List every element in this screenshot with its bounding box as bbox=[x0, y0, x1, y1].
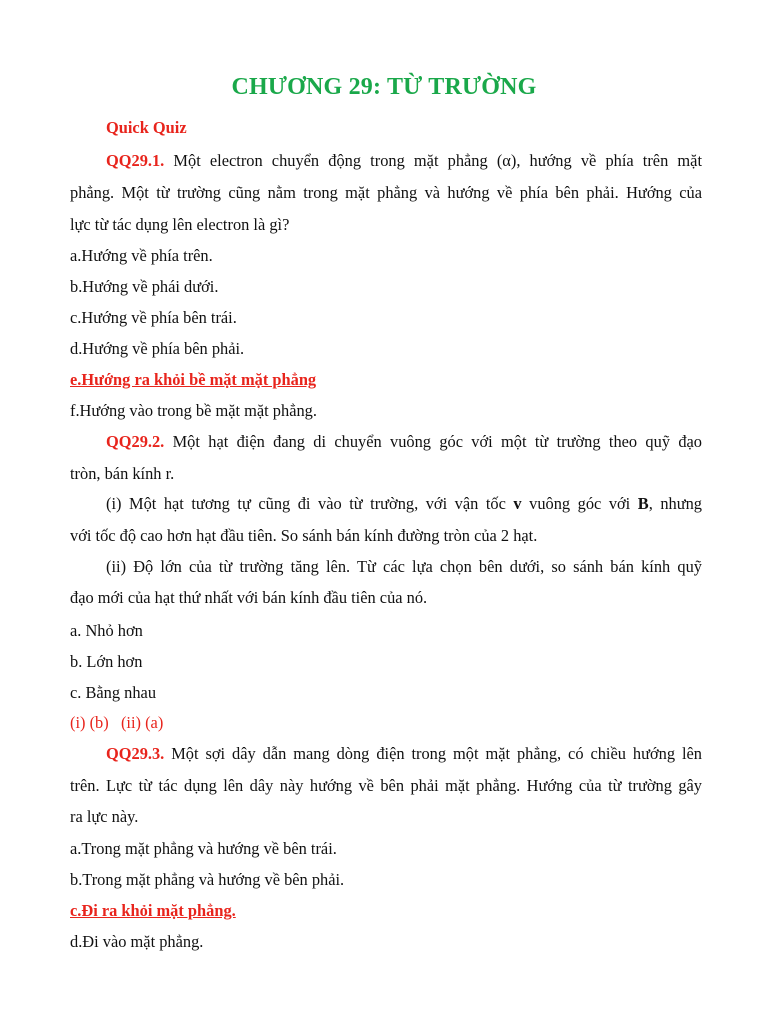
q2-ii-line-1: (ii) Độ lớn của từ trường tăng lên. Từ các lựa chọn bên dưới, so sánh bán kính quỹ bbox=[106, 557, 702, 576]
q1-option-c: c.Hướng về phía bên trái. bbox=[70, 308, 237, 327]
section-heading: Quick Quiz bbox=[106, 118, 187, 137]
q2-line-2: tròn, bán kính r. bbox=[70, 464, 175, 483]
q1-option-d: d.Hướng về phía bên phải. bbox=[70, 339, 245, 358]
q2-i-text-c: , nhưng bbox=[648, 494, 702, 513]
q1-line-3: lực từ tác dụng lên electron là gì? bbox=[70, 215, 290, 234]
q3-option-c-answer: c.Đi ra khỏi mặt phẳng. bbox=[70, 901, 236, 920]
q3-text-1: Một sợi dây dẫn mang dòng điện trong một mặt phẳng, có chiều hướng lên bbox=[171, 744, 702, 763]
q2-i-line-2: với tốc độ cao hơn hạt đầu tiên. So sánh bán kính đường tròn của 2 hạt. bbox=[70, 526, 538, 545]
q1-option-e-answer: e.Hướng ra khỏi bề mặt mặt phẳng bbox=[70, 370, 317, 389]
q1-line-1 bbox=[106, 151, 702, 171]
q3-option-d: d.Đi vào mặt phẳng. bbox=[70, 932, 204, 951]
q2-ii-line-2: đạo mới của hạt thứ nhất với bán kính đầu tiên của nó. bbox=[70, 588, 428, 607]
q2-label: QQ29.2. bbox=[106, 432, 165, 451]
velocity-symbol: v bbox=[513, 494, 522, 513]
q2-option-a: a. Nhỏ hơn bbox=[70, 621, 143, 640]
q3-option-a: a.Trong mặt phẳng và hướng về bên trái. bbox=[70, 839, 337, 858]
q3-line-1 bbox=[106, 744, 702, 764]
q2-i-line-1 bbox=[106, 494, 702, 514]
q1-label: QQ29.1. bbox=[106, 151, 165, 170]
q3-line-3: ra lực này. bbox=[70, 807, 139, 826]
q2-text-1: Một hạt điện đang di chuyển vuông góc với một từ trường theo quỹ đạo bbox=[172, 432, 702, 451]
q2-i-text-a: (i) Một hạt tương tự cũng đi vào từ trường, với vận tốc bbox=[106, 494, 514, 513]
q3-label: QQ29.3. bbox=[106, 744, 165, 763]
q1-text-1: Một electron chuyển động trong mặt phẳng (α), hướng về phía trên mặt bbox=[173, 151, 702, 170]
q3-option-b: b.Trong mặt phẳng và hướng về bên phải. bbox=[70, 870, 345, 889]
chapter-title: CHƯƠNG 29: TỪ TRƯỜNG bbox=[231, 74, 537, 100]
field-symbol: B bbox=[637, 494, 649, 513]
q1-option-a: a.Hướng về phía trên. bbox=[70, 246, 213, 265]
q2-i-text-b: vuông góc với bbox=[521, 494, 638, 513]
q2-option-b: b. Lớn hơn bbox=[70, 652, 143, 671]
q1-option-f: f.Hướng vào trong bề mặt mặt phẳng. bbox=[70, 401, 317, 420]
q1-line-2: phẳng. Một từ trường cũng nằm trong mặt phẳng và hướng về phía bên phải. Hướng của bbox=[70, 183, 702, 202]
q1-option-b: b.Hướng về phái dưới. bbox=[70, 277, 219, 296]
q2-answer: (i) (b) (ii) (a) bbox=[70, 713, 164, 732]
q2-line-1 bbox=[106, 432, 702, 452]
q3-line-2: trên. Lực từ tác dụng lên dây này hướng về bên phải mặt phẳng. Hướng của từ trường gây bbox=[70, 776, 702, 795]
q2-option-c: c. Bằng nhau bbox=[70, 683, 157, 702]
